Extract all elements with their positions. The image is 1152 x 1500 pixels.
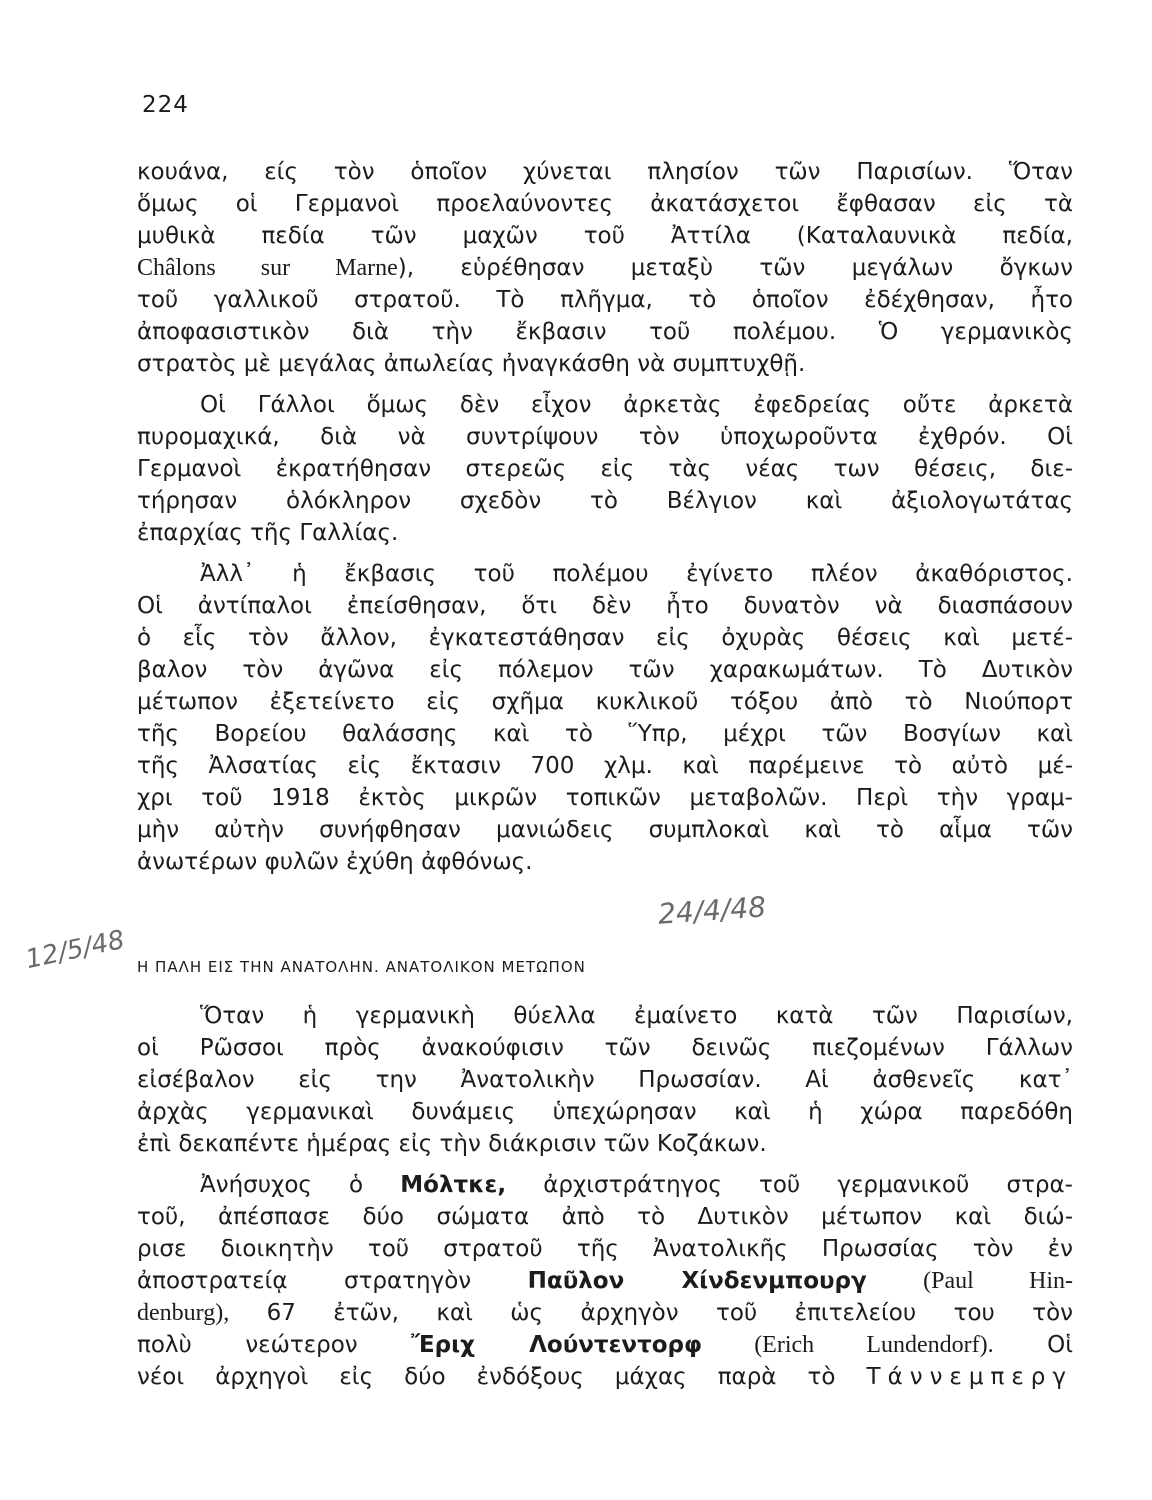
text-line: Γερμανοὶ ἐκρατήθησαν στερεῶς εἰς τὰς νέας των θέσεις, διε- [137, 456, 1073, 482]
text-line: Οἱ ἀντίπαλοι ἐπείσθησαν, ὅτι δὲν ἦτο δυνατὸν νὰ διασπάσουν [137, 593, 1073, 619]
text-span: Ἀνήσυχος ὁ [200, 1172, 401, 1198]
text-line: ἀποφασιστικὸν διὰ τὴν ἔκβασιν τοῦ πολέμου. Ὁ γερμανικὸς [137, 319, 1073, 345]
text-line: μὴν αὐτὴν συνήφθησαν μανιώδεις συμπλοκαὶ καὶ τὸ αἷμα τῶν [137, 817, 1073, 843]
text-line: στρατὸς μὲ μεγάλας ἀπωλείας ἠναγκάσθη νὰ συμπτυχθῇ. [137, 351, 806, 377]
text-line: ρισε διοικητὴν τοῦ στρατοῦ τῆς Ἀνατολικῆς Πρωσσίας τὸν ἐν [137, 1236, 1073, 1262]
text-line: πυρομαχικά, διὰ νὰ συντρίψουν τὸν ὑποχωροῦντα ἐχθρόν. Οἱ [137, 424, 1073, 450]
text-line: βαλον τὸν ἀγῶνα εἰς πόλεμον τῶν χαρακωμάτων. Τὸ Δυτικὸν [137, 657, 1073, 683]
text-span: Οἱ [993, 1332, 1073, 1358]
text-line [137, 253, 1073, 283]
text-line [200, 1170, 1073, 1200]
text-line: χρι τοῦ 1918 ἐκτὸς μικρῶν τοπικῶν μεταβολῶν. Περὶ τὴν γραμ- [137, 785, 1073, 811]
section-heading: Η ΠΑΛΗ ΕΙΣ ΤΗΝ ΑΝΑΤΟΛΗΝ. ΑΝΑΤΟΛΙΚΟΝ ΜΕΤΩΠΟΝ [137, 958, 586, 976]
text-line: ἐπαρχίας τῆς Γαλλίας. [137, 520, 399, 546]
text-span: πολὺ νεώτερον [137, 1332, 412, 1358]
text-line: ὅμως οἱ Γερμανοὶ προελαύνοντες ἀκατάσχετοι ἔφθασαν εἰς τὰ [137, 191, 1073, 217]
person-name-hindenburg: Παῦλον Χίνδενμπουργ [527, 1268, 867, 1294]
text-span: ἀρχιστράτηγος τοῦ γερμανικοῦ στρα- [506, 1172, 1073, 1198]
text-line: μέτωπον ἐξετείνετο εἰς σχῆμα κυκλικοῦ τόξου ἀπὸ τὸ Νιούπορτ [137, 689, 1073, 715]
text-line: Οἱ Γάλλοι ὅμως δὲν εἶχον ἀρκετὰς ἐφεδρείας οὔτε ἀρκετὰ [200, 392, 1073, 418]
text-span: 67 ἐτῶν, καὶ ὡς ἀρχηγὸν τοῦ ἐπιτελείου του τὸν [229, 1300, 1073, 1326]
text-line: κουάνα, είς τὸν ὁποῖον χύνεται πλησίον τῶν Παρισίων. Ὅταν [137, 159, 1073, 185]
text-line: μυθικὰ πεδία τῶν μαχῶν τοῦ Ἀττίλα (Καταλαυνικὰ πεδία, [137, 223, 1073, 249]
person-name-moltke: Μόλτκε, [400, 1172, 507, 1198]
text-line: τοῦ γαλλικοῦ στρατοῦ. Τὸ πλῆγμα, τὸ ὁποῖον ἐδέχθησαν, ἦτο [137, 287, 1073, 313]
latin-name: (Paul Hin- [923, 1268, 1073, 1294]
latin-name: denburg), [137, 1300, 230, 1326]
text-line: ἀρχὰς γερμανικαὶ δυνάμεις ὑπεχώρησαν καὶ ἡ χώρα παρεδόθη [137, 1099, 1073, 1125]
text-line: Ἀλλ᾽ ἡ ἔκβασις τοῦ πολέμου ἐγίνετο πλέον ἀκαθόριστος. [200, 561, 1073, 587]
latin-place-name: Châlons sur Marne [137, 255, 398, 281]
handwritten-date: 24/4/48 [656, 890, 767, 931]
text-line: οἱ Ρῶσσοι πρὸς ἀνακούφισιν τῶν δεινῶς πιεζομένων Γάλλων [137, 1035, 1073, 1061]
text-line: εἰσέβαλον εἰς την Ἀνατολικὴν Πρωσσίαν. Αἱ ἀσθενεῖς κατ᾽ [137, 1067, 1073, 1093]
text-line [137, 1266, 1073, 1296]
text-line: ἀνωτέρων φυλῶν ἐχύθη ἀφθόνως. [137, 849, 533, 875]
text-span: ἀποστρατείᾳ στρατηγὸν [137, 1268, 528, 1294]
text-line: τοῦ, ἀπέσπασε δύο σώματα ἀπὸ τὸ Δυτικὸν μέτωπον καὶ διώ- [137, 1204, 1073, 1230]
text-line [137, 1330, 1073, 1360]
text-line: τήρησαν ὁλόκληρον σχεδὸν τὸ Βέλγιον καὶ ἀξιολογωτάτας [137, 488, 1073, 514]
text-line: ὁ εἷς τὸν ἄλλον, ἐγκατεστάθησαν εἰς ὀχυρὰς θέσεις καὶ μετέ- [137, 625, 1073, 651]
text-line: τῆς Βορείου θαλάσσης καὶ τὸ Ὕπρ, μέχρι τῶν Βοσγίων καὶ [137, 721, 1073, 747]
handwritten-date-margin: 12/5/48 [22, 924, 128, 976]
text-line: τῆς Ἀλσατίας εἰς ἔκτασιν 700 χλμ. καὶ παρέμεινε τὸ αὐτὸ μέ- [137, 753, 1073, 779]
person-name-ludendorff: Ἔριχ Λούντεντορφ [411, 1332, 703, 1358]
text-line: Ὅταν ἡ γερμανικὴ θύελλα ἐμαίνετο κατὰ τῶν Παρισίων, [200, 1003, 1073, 1029]
latin-name: (Erich Lundendorf). [702, 1332, 994, 1358]
page-number: 224 [142, 92, 189, 118]
text-span: ), εὑρέθησαν μεταξὺ τῶν μεγάλων ὄγκων [397, 255, 1073, 281]
text-line [137, 1362, 1073, 1392]
text-span: νέοι ἀρχηγοὶ εἰς δύο ἐνδόξους μάχας παρὰ τὸ [137, 1364, 867, 1390]
place-name-tannenberg: Τάννεμπεργ [866, 1364, 1073, 1390]
text-line [137, 1298, 1073, 1328]
text-line: ἐπὶ δεκαπέντε ἡμέρας εἰς τὴν διάκρισιν τῶν Κοζάκων. [137, 1131, 767, 1157]
